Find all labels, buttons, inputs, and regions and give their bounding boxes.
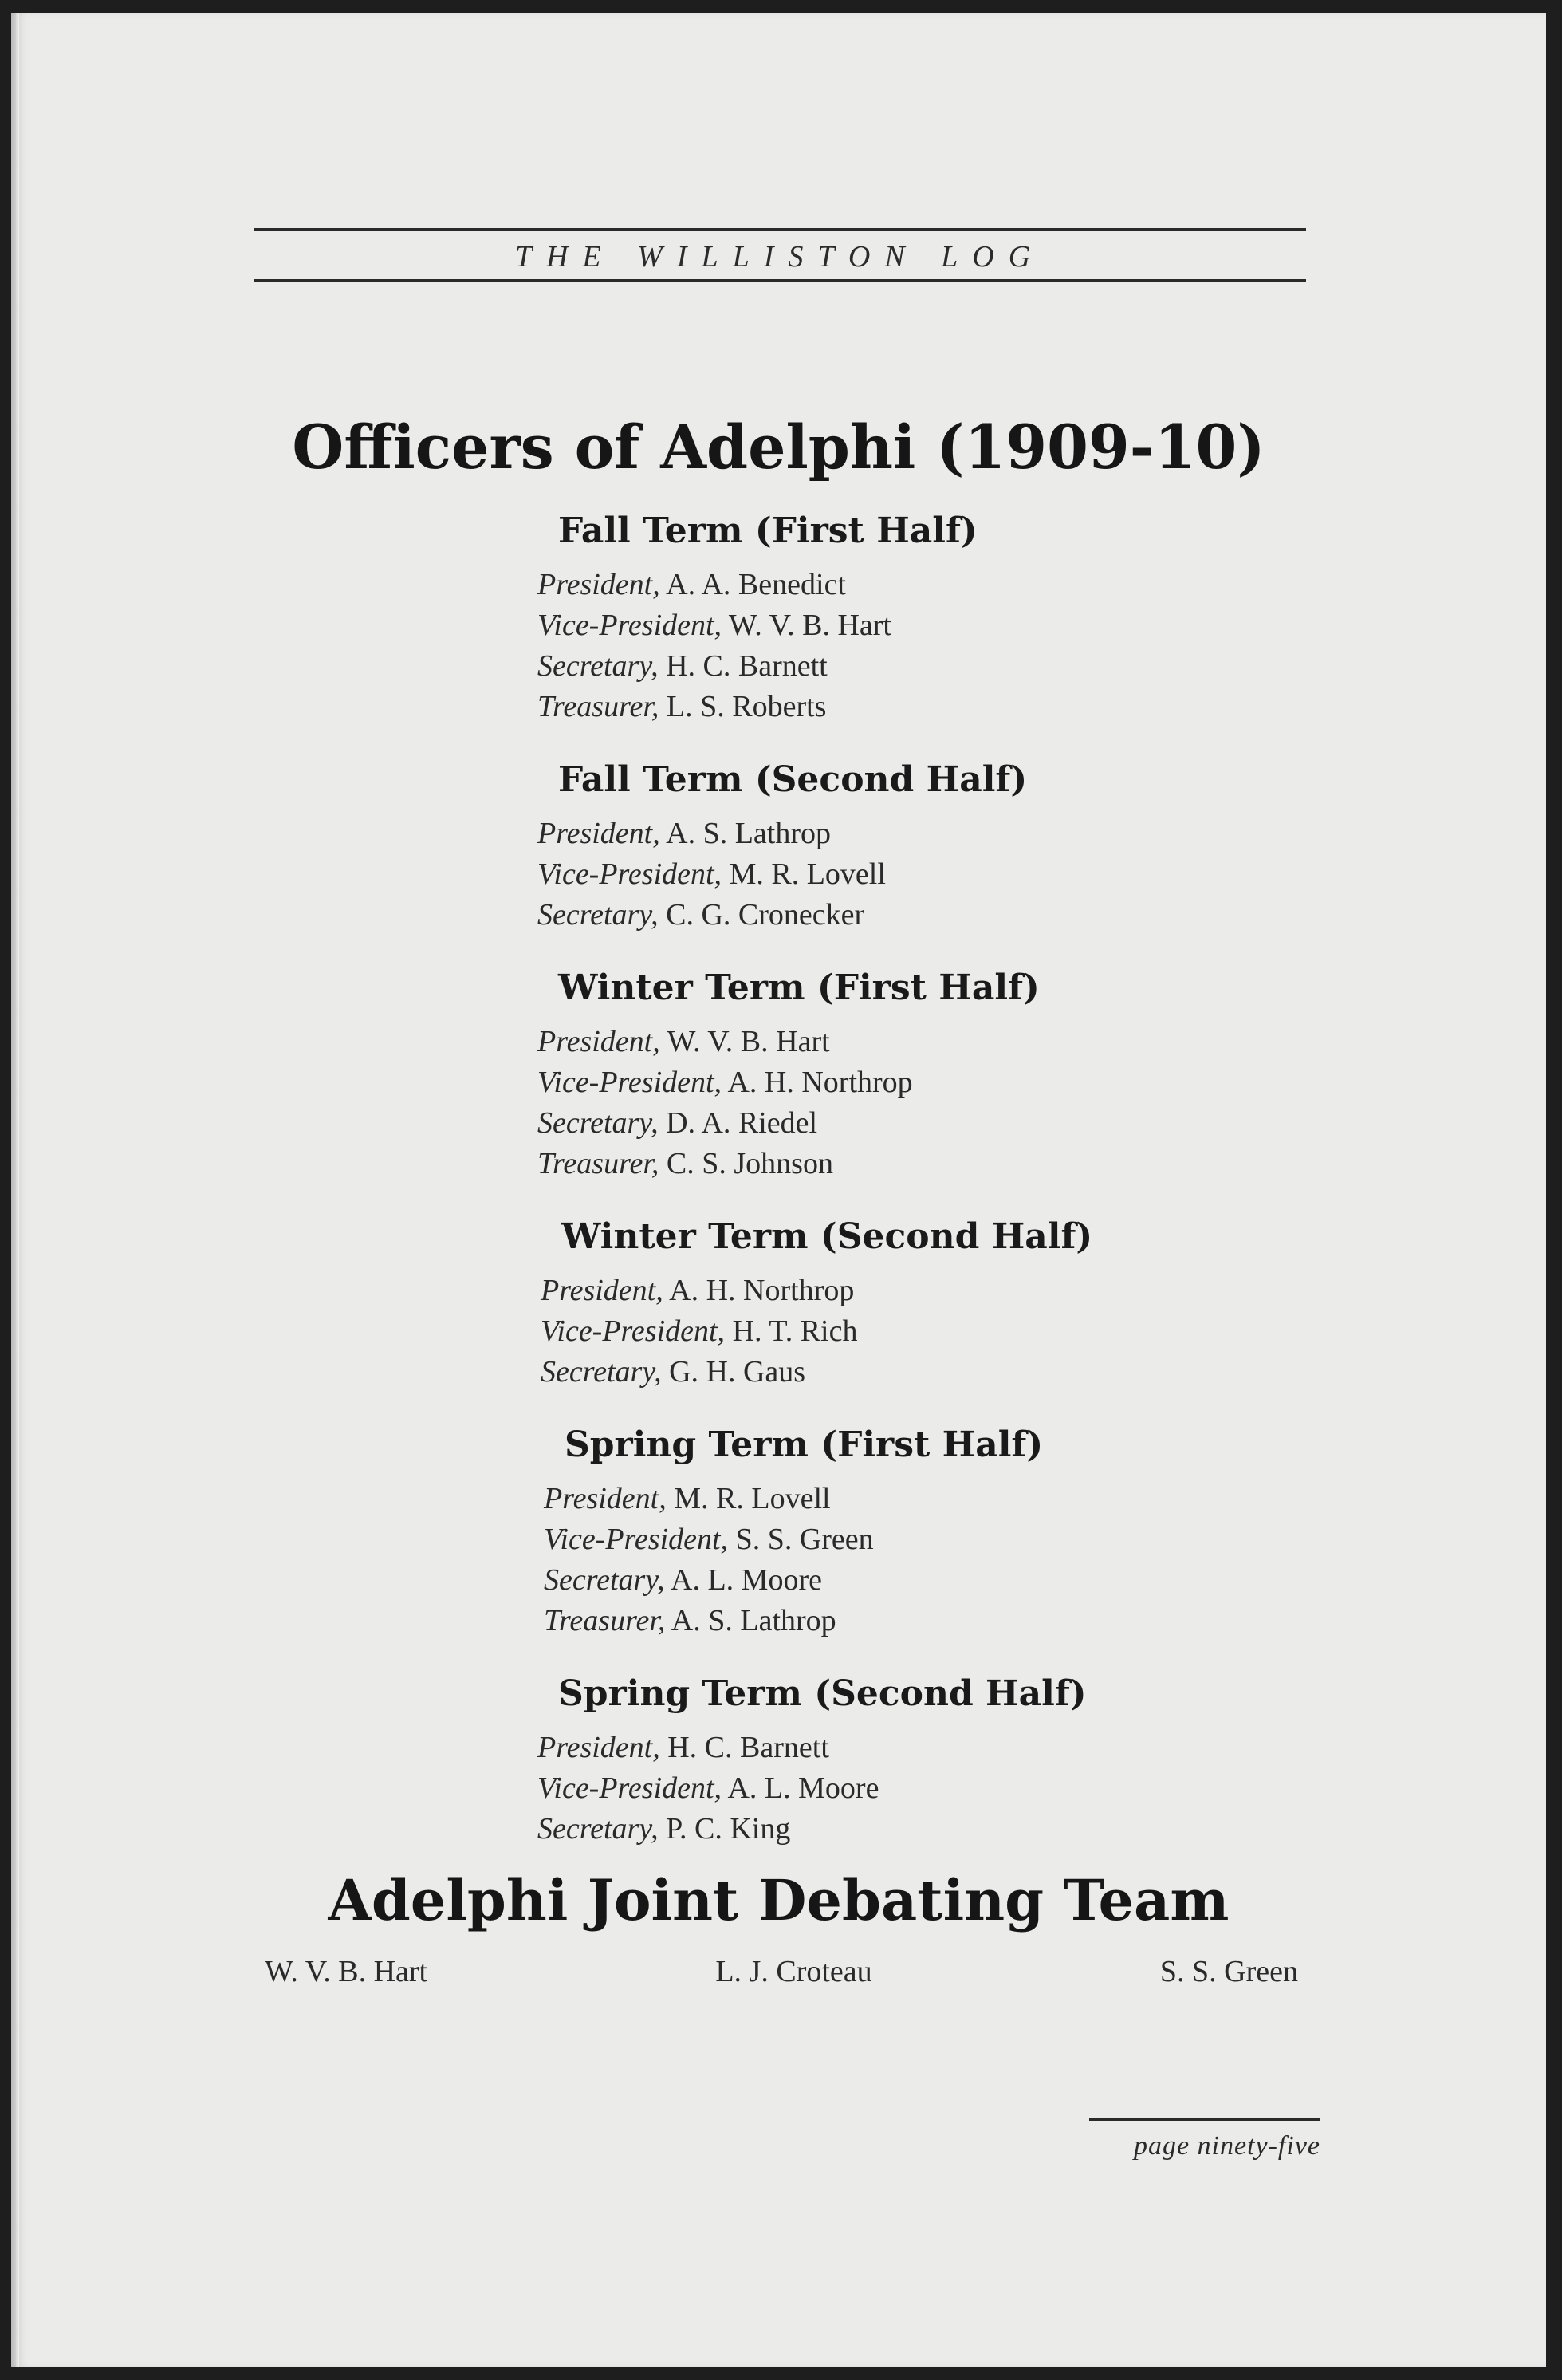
officer-entry [544, 1560, 1096, 1601]
officer-role: Treasurer, [537, 1147, 659, 1180]
officer-name: C. S. Johnson [666, 1147, 833, 1180]
officer-name: H. C. Barnett [667, 1731, 829, 1764]
officer-entry [537, 814, 1096, 854]
officer-entry [537, 1809, 1096, 1850]
officer-role: Treasurer, [544, 1604, 666, 1637]
officer-entry [541, 1271, 1096, 1311]
officer-name: S. S. Green [735, 1523, 874, 1556]
debating-team-members [265, 1954, 1298, 1989]
officer-role: Vice-President, [537, 857, 722, 891]
page-gutter [16, 13, 19, 2367]
term-heading: Winter Term (First Half) [558, 967, 1040, 1008]
officer-name: W. V. B. Hart [667, 1025, 830, 1058]
officer-role: Secretary, [537, 1106, 659, 1140]
term-block [537, 507, 1096, 727]
officer-name: M. R. Lovell [674, 1482, 831, 1515]
officer-role: President, [537, 1025, 660, 1058]
officer-name: A. S. Lathrop [671, 1604, 836, 1637]
debating-team-member: W. V. B. Hart [265, 1955, 428, 1988]
officer-role: President, [537, 817, 660, 850]
page-number: page ninety-five [1133, 2131, 1320, 2161]
officer-entry [537, 646, 1096, 687]
header-rule-top [254, 228, 1306, 231]
officer-role: Secretary, [537, 1812, 659, 1846]
officer-role: Vice-President, [537, 609, 722, 642]
officer-entry [537, 1022, 1096, 1062]
officer-entry [541, 1311, 1096, 1352]
book-page [11, 13, 1546, 2367]
officer-name: A. L. Moore [727, 1771, 879, 1805]
footer-rule [1089, 2118, 1320, 2121]
running-head: THE WILLISTON LOG [514, 240, 1045, 274]
debating-team-member: L. J. Croteau [715, 1955, 872, 1988]
officer-name: M. R. Lovell [729, 857, 886, 891]
officer-entry [537, 1768, 1096, 1809]
term-block [544, 1421, 1096, 1641]
officer-entry [541, 1352, 1096, 1393]
officer-role: Secretary, [544, 1563, 665, 1597]
officer-name: L. S. Roberts [666, 690, 827, 723]
officer-role: Secretary, [537, 898, 659, 932]
debating-team-member: S. S. Green [1159, 1955, 1298, 1988]
officer-entry [537, 1728, 1096, 1768]
officer-entry [537, 1144, 1096, 1184]
term-block [541, 1213, 1096, 1393]
term-heading: Spring Term (First Half) [565, 1424, 1044, 1465]
officer-role: President, [537, 568, 660, 601]
page-title: Officers of Adelphi (1909-10) [292, 412, 1265, 483]
debating-team-title: Adelphi Joint Debating Team [328, 1867, 1230, 1933]
officer-role: Vice-President, [541, 1314, 726, 1348]
officer-role: President, [544, 1482, 667, 1515]
officer-name: D. A. Riedel [666, 1106, 818, 1140]
officer-entry [537, 854, 1096, 895]
term-heading: Fall Term (Second Half) [558, 759, 1028, 800]
officer-entry [537, 1062, 1096, 1103]
officer-name: A. H. Northrop [669, 1274, 855, 1307]
term-heading: Winter Term (Second Half) [561, 1216, 1093, 1257]
officer-entry [537, 687, 1096, 727]
officer-entry [537, 565, 1096, 605]
officer-role: Secretary, [537, 649, 659, 683]
term-heading: Spring Term (Second Half) [558, 1673, 1087, 1714]
header-rule-bottom [254, 279, 1306, 282]
officer-name: A. L. Moore [671, 1563, 822, 1597]
officer-entry [537, 895, 1096, 936]
officer-entry [537, 1103, 1096, 1144]
officer-role: President, [537, 1731, 660, 1764]
officer-role: Vice-President, [544, 1523, 729, 1556]
officer-name: H. C. Barnett [666, 649, 828, 683]
officer-role: Vice-President, [537, 1771, 722, 1805]
officer-role: President, [541, 1274, 663, 1307]
officer-role: Vice-President, [537, 1066, 722, 1099]
term-heading: Fall Term (First Half) [558, 510, 978, 551]
officer-role: Secretary, [541, 1355, 662, 1389]
officer-name: H. T. Rich [732, 1314, 858, 1348]
officer-entry [544, 1479, 1096, 1519]
term-block [537, 1670, 1096, 1850]
term-block [537, 756, 1096, 936]
officer-role: Treasurer, [537, 690, 659, 723]
officer-name: W. V. B. Hart [728, 609, 891, 642]
officer-name: A. S. Lathrop [666, 817, 832, 850]
officer-name: G. H. Gaus [669, 1355, 806, 1389]
officer-name: P. C. King [666, 1812, 791, 1846]
term-block [537, 964, 1096, 1184]
term-officer-list [537, 507, 1096, 1878]
officer-name: C. G. Cronecker [666, 898, 865, 932]
officer-name: A. A. Benedict [666, 568, 846, 601]
officer-entry [544, 1601, 1096, 1641]
officer-entry [544, 1519, 1096, 1560]
officer-entry [537, 605, 1096, 646]
officer-name: A. H. Northrop [727, 1066, 913, 1099]
